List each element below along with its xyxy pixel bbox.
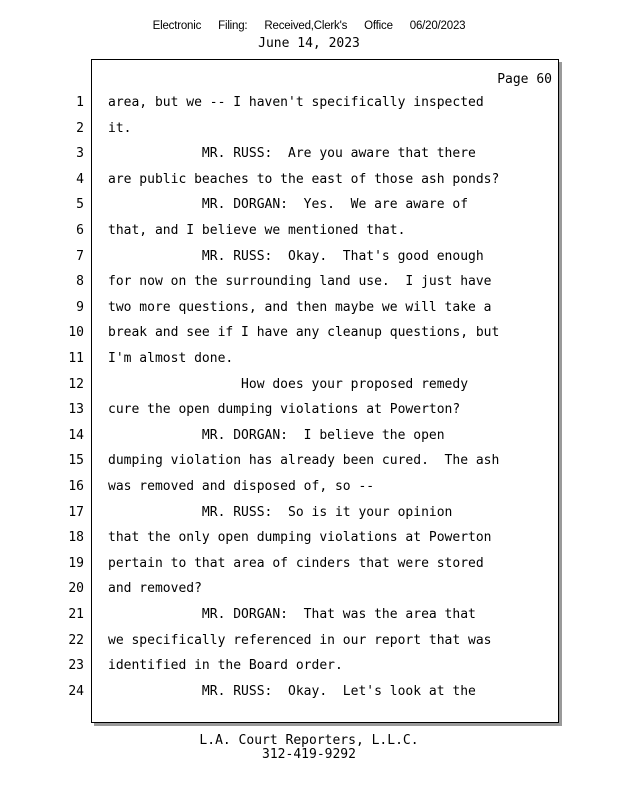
line-text: pertain to that area of cinders that were stored	[108, 556, 484, 571]
line-number: 4	[76, 172, 84, 187]
line-number: 5	[76, 197, 84, 212]
line-number: 2	[76, 121, 84, 136]
line-number: 20	[68, 581, 84, 596]
line-text: MR. RUSS: Are you aware that there	[108, 146, 476, 161]
line-number: 21	[68, 607, 84, 622]
stamp-office: Office	[364, 20, 393, 32]
line-number: 3	[76, 146, 84, 161]
line-text: area, but we -- I haven't specifically inspected	[108, 95, 484, 110]
line-number: 10	[68, 325, 84, 340]
footer-phone: 312-419-9292	[262, 747, 356, 762]
stamp-electronic: Electronic	[152, 20, 202, 32]
line-number: 6	[76, 223, 84, 238]
line-text: identified in the Board order.	[108, 658, 343, 673]
line-text: are public beaches to the east of those ash ponds?	[108, 172, 500, 187]
page-number: Page 60	[497, 72, 552, 87]
line-text: we specifically referenced in our report that was	[108, 633, 492, 648]
electronic-filing-stamp	[0, 20, 618, 32]
line-number: 11	[68, 351, 84, 366]
line-text: two more questions, and then maybe we will take a	[108, 300, 492, 315]
line-number: 7	[76, 249, 84, 264]
line-text: that the only open dumping violations at Powerton	[108, 530, 492, 545]
line-text: MR. RUSS: So is it your opinion	[108, 505, 453, 520]
stamp-received: Received,Clerk's	[264, 20, 348, 32]
line-number: 15	[68, 453, 84, 468]
line-number: 17	[68, 505, 84, 520]
line-number: 24	[68, 684, 84, 699]
line-number: 9	[76, 300, 84, 315]
stamp-date: 06/20/2023	[409, 20, 466, 32]
line-text: MR. DORGAN: That was the area that	[108, 607, 476, 622]
line-text: was removed and disposed of, so --	[108, 479, 375, 494]
line-number: 12	[68, 377, 84, 392]
line-text: and removed?	[108, 581, 202, 596]
line-number: 23	[68, 658, 84, 673]
line-text: dumping violation has already been cured. The ash	[108, 453, 500, 468]
line-text: I'm almost done.	[108, 351, 234, 366]
footer-company: L.A. Court Reporters, L.L.C.	[199, 733, 419, 748]
deposition-date: June 14, 2023	[258, 36, 360, 51]
line-text: it.	[108, 121, 132, 136]
line-text: break and see if I have any cleanup questions, but	[108, 325, 500, 340]
line-number: 1	[76, 95, 84, 110]
stamp-filing: Filing:	[218, 20, 248, 32]
line-text: for now on the surrounding land use. I just have	[108, 274, 492, 289]
line-number: 22	[68, 633, 84, 648]
line-text: MR. DORGAN: I believe the open	[108, 428, 445, 443]
line-text: MR. RUSS: Okay. Let's look at the	[108, 684, 476, 699]
line-number: 16	[68, 479, 84, 494]
line-number: 14	[68, 428, 84, 443]
line-text: cure the open dumping violations at Powerton?	[108, 402, 461, 417]
line-number: 13	[68, 402, 84, 417]
line-text: MR. RUSS: Okay. That's good enough	[108, 249, 484, 264]
line-text: How does your proposed remedy	[108, 377, 469, 392]
line-text: that, and I believe we mentioned that.	[108, 223, 406, 238]
line-number: 8	[76, 274, 84, 289]
line-number: 18	[68, 530, 84, 545]
line-text: MR. DORGAN: Yes. We are aware of	[108, 197, 469, 212]
line-number: 19	[68, 556, 84, 571]
